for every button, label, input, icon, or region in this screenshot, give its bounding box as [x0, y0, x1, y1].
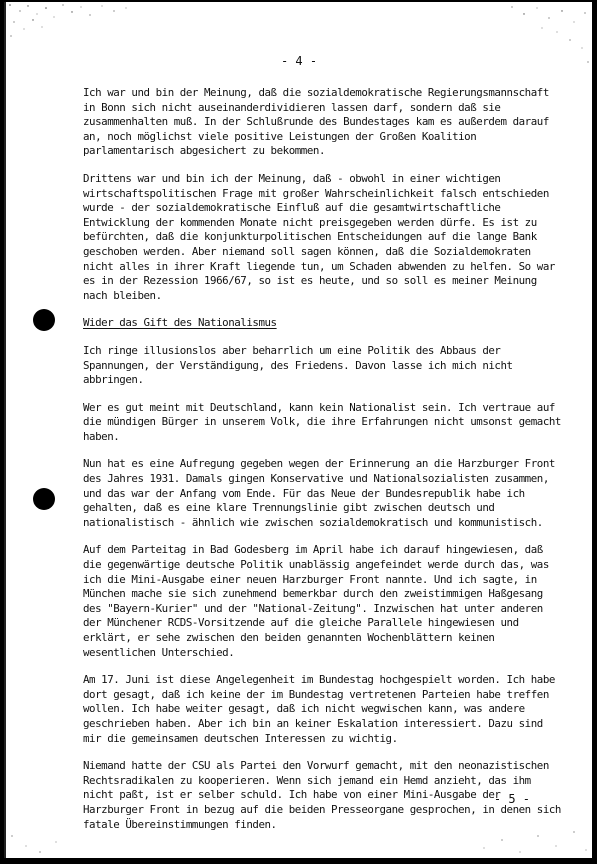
paragraph: Ich war und bin der Meinung, daß die sozialdemokratische Regierungsmannschaft in Bonn sich nicht auseinanderdividieren lassen darf, sondern daß sie zusammenhalten muß. In der Schlußrunde des Bundestages kam es außerdem darauf an, noch möglichst viele positive Leistungen der Großen Koalition parlamentarisch abgesichert zu bekommen.	[83, 86, 549, 158]
paragraph: Nun hat es eine Aufregung gegeben wegen der Erinnerung an die Harzburger Front des Jahres 1931. Damals gingen Konservative und Nationalsozialisten zusammen, und das war der Anfang vom Ende. Für das Neue der Bundesrepublik habe ich gehalten, daß es eine klare Trennungslinie gibt zwischen deutsch und nationalistisch - ähnlich wie zwischen sozialdemokratisch und kommunistisch.	[83, 457, 555, 529]
punch-hole	[33, 309, 55, 331]
scan-noise	[6, 828, 86, 858]
section-heading: Wider das Gift des Nationalismus	[83, 316, 277, 330]
punch-hole	[33, 488, 55, 510]
paragraph: Ich ringe illusionslos aber beharrlich um eine Politik des Abbaus der Spannungen, der Verständigung, des Friedens. Davon lasse ich mich nicht abbringen.	[83, 343, 513, 387]
document-body	[83, 86, 561, 845]
paragraph: Wer es gut meint mit Deutschland, kann kein Nationalist sein. Ich vertraue auf die mündigen Bürger in unserem Volk, die ihre Erfahrungen nicht umsonst gemacht haben.	[83, 400, 561, 443]
paragraph: Drittens war und bin ich der Meinung, daß - obwohl in einer wichtigen wirtschaftspolitischen Frage mit großer Wahrscheinlichkeit falsch entschieden wurde - der sozialdemokratische Einfluß auf die gesamtwirtschaftliche Entwicklung der kommenden Monate nicht preisgegeben werden dürfe. Es ist zu befürchten, daß die konjunkturpolitischen Entscheidungen auf die lange Bank geschoben werden. Aber niemand soll sagen können, daß die Sozialdemokraten nicht alles in ihrer Kraft liegende tun, um Schaden abwenden zu helfen. So war es in der Rezession 1966/67, so ist es heute, und so soll es meiner Meinung nach bleiben.	[83, 171, 555, 302]
document-page	[4, 2, 592, 858]
paragraph: Auf dem Parteitag in Bad Godesberg im April habe ich darauf hingewiesen, daß die gegenwärtige deutsche Politik unablässig angefeindet werde durch das, was ich die Mini-Ausgabe einer neuen Harzburger Front nannte. Und ich sagte, in München mache sie sich zunehmend bemerkbar durch den zweistimmigen Haßgesang des "Bayern-Kurier" und der "National-Zeitung". Inzwischen hat unter anderen der Münchener RCDS-Vorsitzende auf die gleiche Parallele hingewiesen und erklärt, er sehe zwischen den beiden genannten Wochenblättern keinen wesentlichen Unterschied.	[83, 543, 549, 659]
paragraph: Am 17. Juni ist diese Angelegenheit im Bundestag hochgespielt worden. Ich habe dort gesagt, daß ich keine der im Bundestag vertretenen Parteien habe treffen wollen. Ich habe weiter gesagt, daß ich nicht wegwischen kann, was andere geschrieben haben. Aber ich bin an keiner Eskalation interessiert. Dazu sind mir die gemeinsamen deutschen Interessen zu wichtig.	[83, 673, 555, 745]
paragraph: Niemand hatte der CSU als Partei den Vorwurf gemacht, mit den neonazistischen Rechtsradikalen zu kooperieren. Wenn sich jemand ein Hemd anzieht, das ihm nicht paßt, ist er selber schuld. Ich habe von einer Mini-Ausgabe der Harzburger Front in bezug auf die beiden Presseorgane gesprochen, in denen sich fatale Übereinstimmungen finden.	[83, 759, 561, 831]
page-number-top: - 4 -	[280, 54, 318, 68]
scan-noise	[6, 2, 156, 42]
page-number-bottom: - 5 -	[493, 792, 530, 806]
